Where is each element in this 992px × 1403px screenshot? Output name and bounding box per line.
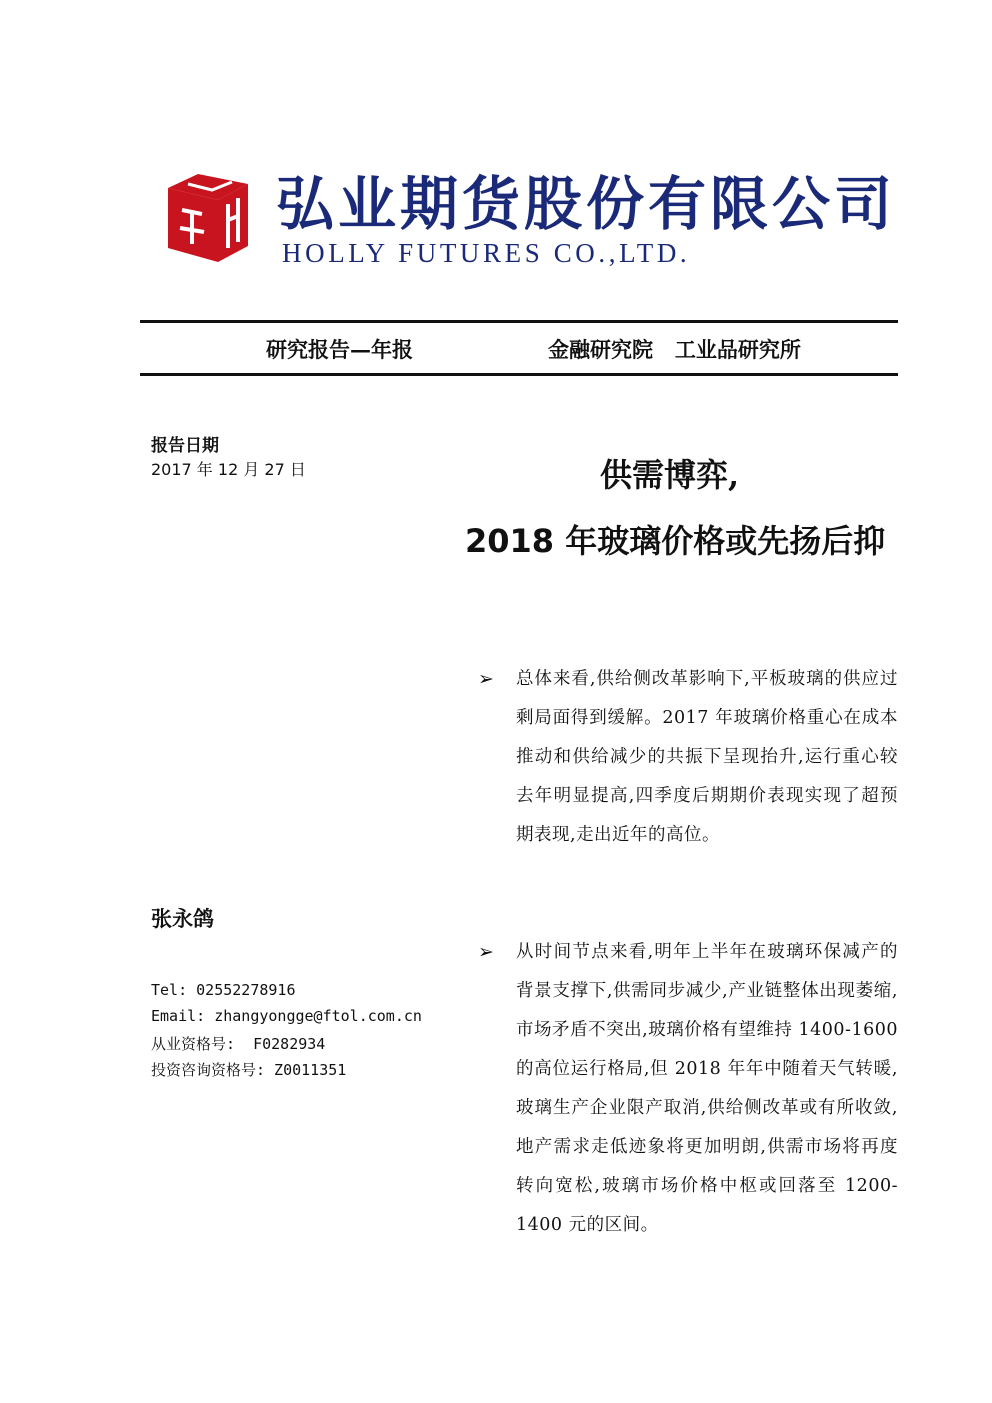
company-name-cn: 弘业期货股份有限公司 <box>276 170 897 238</box>
author-license: 从业资格号: F0282934 <box>151 1035 326 1053</box>
report-title-line2: 2018 年玻璃价格或先扬后抑 <box>465 522 886 560</box>
report-date-label: 报告日期 <box>151 436 219 456</box>
author-consult-license: 投资咨询资格号: Z0011351 <box>151 1061 347 1079</box>
summary-bullet-1: 总体来看,供给侧改革影响下,平板玻璃的供应过剩局面得到缓解。2017 年玻璃价格重心在成本推动和供给减少的共振下呈现抬升,运行重心较去年明显提高,四季度后期期价表现实现了超预期表现,走出近年的高位。 <box>516 669 898 845</box>
institute-name: 金融研究院 工业品研究所 <box>548 337 801 362</box>
header-rule-top <box>140 320 898 323</box>
report-title-line1: 供需博弈, <box>600 456 740 494</box>
company-name-en: HOLLY FUTURES CO.,LTD. <box>282 238 691 268</box>
report-type: 研究报告—年报 <box>266 337 413 362</box>
author-tel: Tel: 02552278916 <box>151 981 296 999</box>
author-name: 张永鸽 <box>151 906 214 931</box>
header-rule-bottom <box>140 373 898 376</box>
summary-bullet-2: 从时间节点来看,明年上半年在玻璃环保减产的背景支撑下,供需同步减少,产业链整体出现萎缩,市场矛盾不突出,玻璃价格有望维持 1400-1600 的高位运行格局,但 2018 年年中随着天气转暖,玻璃生产企业限产取消,供给侧改革或有所收敛,地产需求走低迹象将更加明朗,供需市场将再度转向宽松,玻璃市场价格中枢或回落至 1200-1400 元的区间。 <box>516 942 898 1235</box>
company-logo-mark <box>168 170 248 262</box>
arrowhead-bullet-icon: ➢ <box>478 941 494 963</box>
author-email: Email: zhangyongge@ftol.com.cn <box>151 1007 422 1025</box>
report-date-value: 2017 年 12 月 27 日 <box>151 460 306 479</box>
arrowhead-bullet-icon: ➢ <box>478 668 494 690</box>
